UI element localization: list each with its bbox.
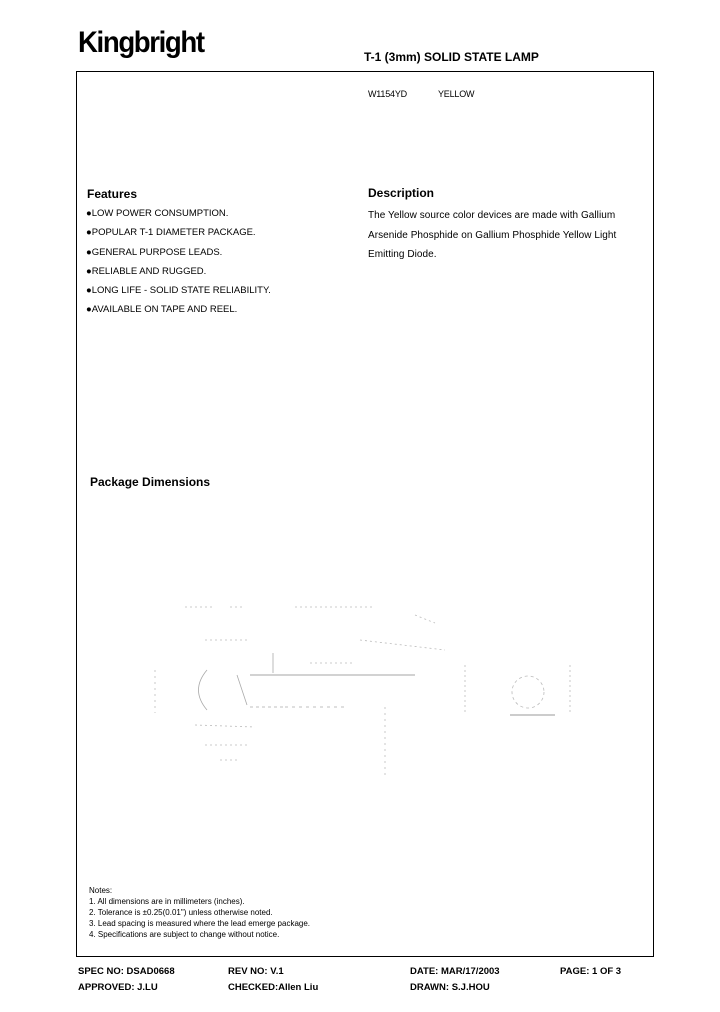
document-date: DATE: MAR/17/2003 [410,966,500,977]
note-item: 4. Specifications are subject to change without notice. [89,930,280,939]
revision-number: REV NO: V.1 [228,966,284,977]
note-item: 3. Lead spacing is measured where the lead emerge package. [89,919,311,928]
description-line: Arsenide Phosphide on Gallium Phosphide Yellow Light [368,229,617,241]
package-dimension-drawing [145,595,585,775]
document-title: T-1 (3mm) SOLID STATE LAMP [364,50,539,64]
spec-number: SPEC NO: DSAD0668 [78,966,175,977]
note-item: 1. All dimensions are in millimeters (inches). [89,897,245,906]
feature-item: ●GENERAL PURPOSE LEADS. [86,246,223,258]
checked-by: CHECKED:Allen Liu [228,982,319,993]
notes [89,885,310,940]
description-line: The Yellow source color devices are made with Gallium [368,210,616,221]
package-dimensions-title: Package Dimensions [90,475,211,489]
page-number: PAGE: 1 OF 3 [560,966,622,977]
features-list [86,208,271,324]
description-line: Emitting Diode. [368,249,437,260]
description-body [368,206,643,265]
approved-by: APPROVED: J.LU [78,982,158,993]
brand-logo: Kingbright [78,26,204,59]
notes-title: Notes: [89,886,113,895]
part-number: W1154YD [368,89,407,99]
footer-row-signoff [0,982,720,996]
feature-item: ●RELIABLE AND RUGGED. [86,265,207,277]
feature-item: ●AVAILABLE ON TAPE AND REEL. [86,304,238,316]
datasheet-frame [76,71,654,957]
note-item: 2. Tolerance is ±0.25(0.01") unless otherwise noted. [89,908,273,917]
features-title: Features [87,187,138,201]
feature-item: ●LONG LIFE - SOLID STATE RELIABILITY. [86,285,271,297]
part-color: YELLOW [438,89,475,99]
drawn-by: DRAWN: S.J.HOU [410,982,490,993]
feature-item: ●POPULAR T-1 DIAMETER PACKAGE. [86,227,256,239]
description-title: Description [368,186,435,200]
feature-item: ●LOW POWER CONSUMPTION. [86,208,229,219]
footer-row-spec [0,966,720,980]
